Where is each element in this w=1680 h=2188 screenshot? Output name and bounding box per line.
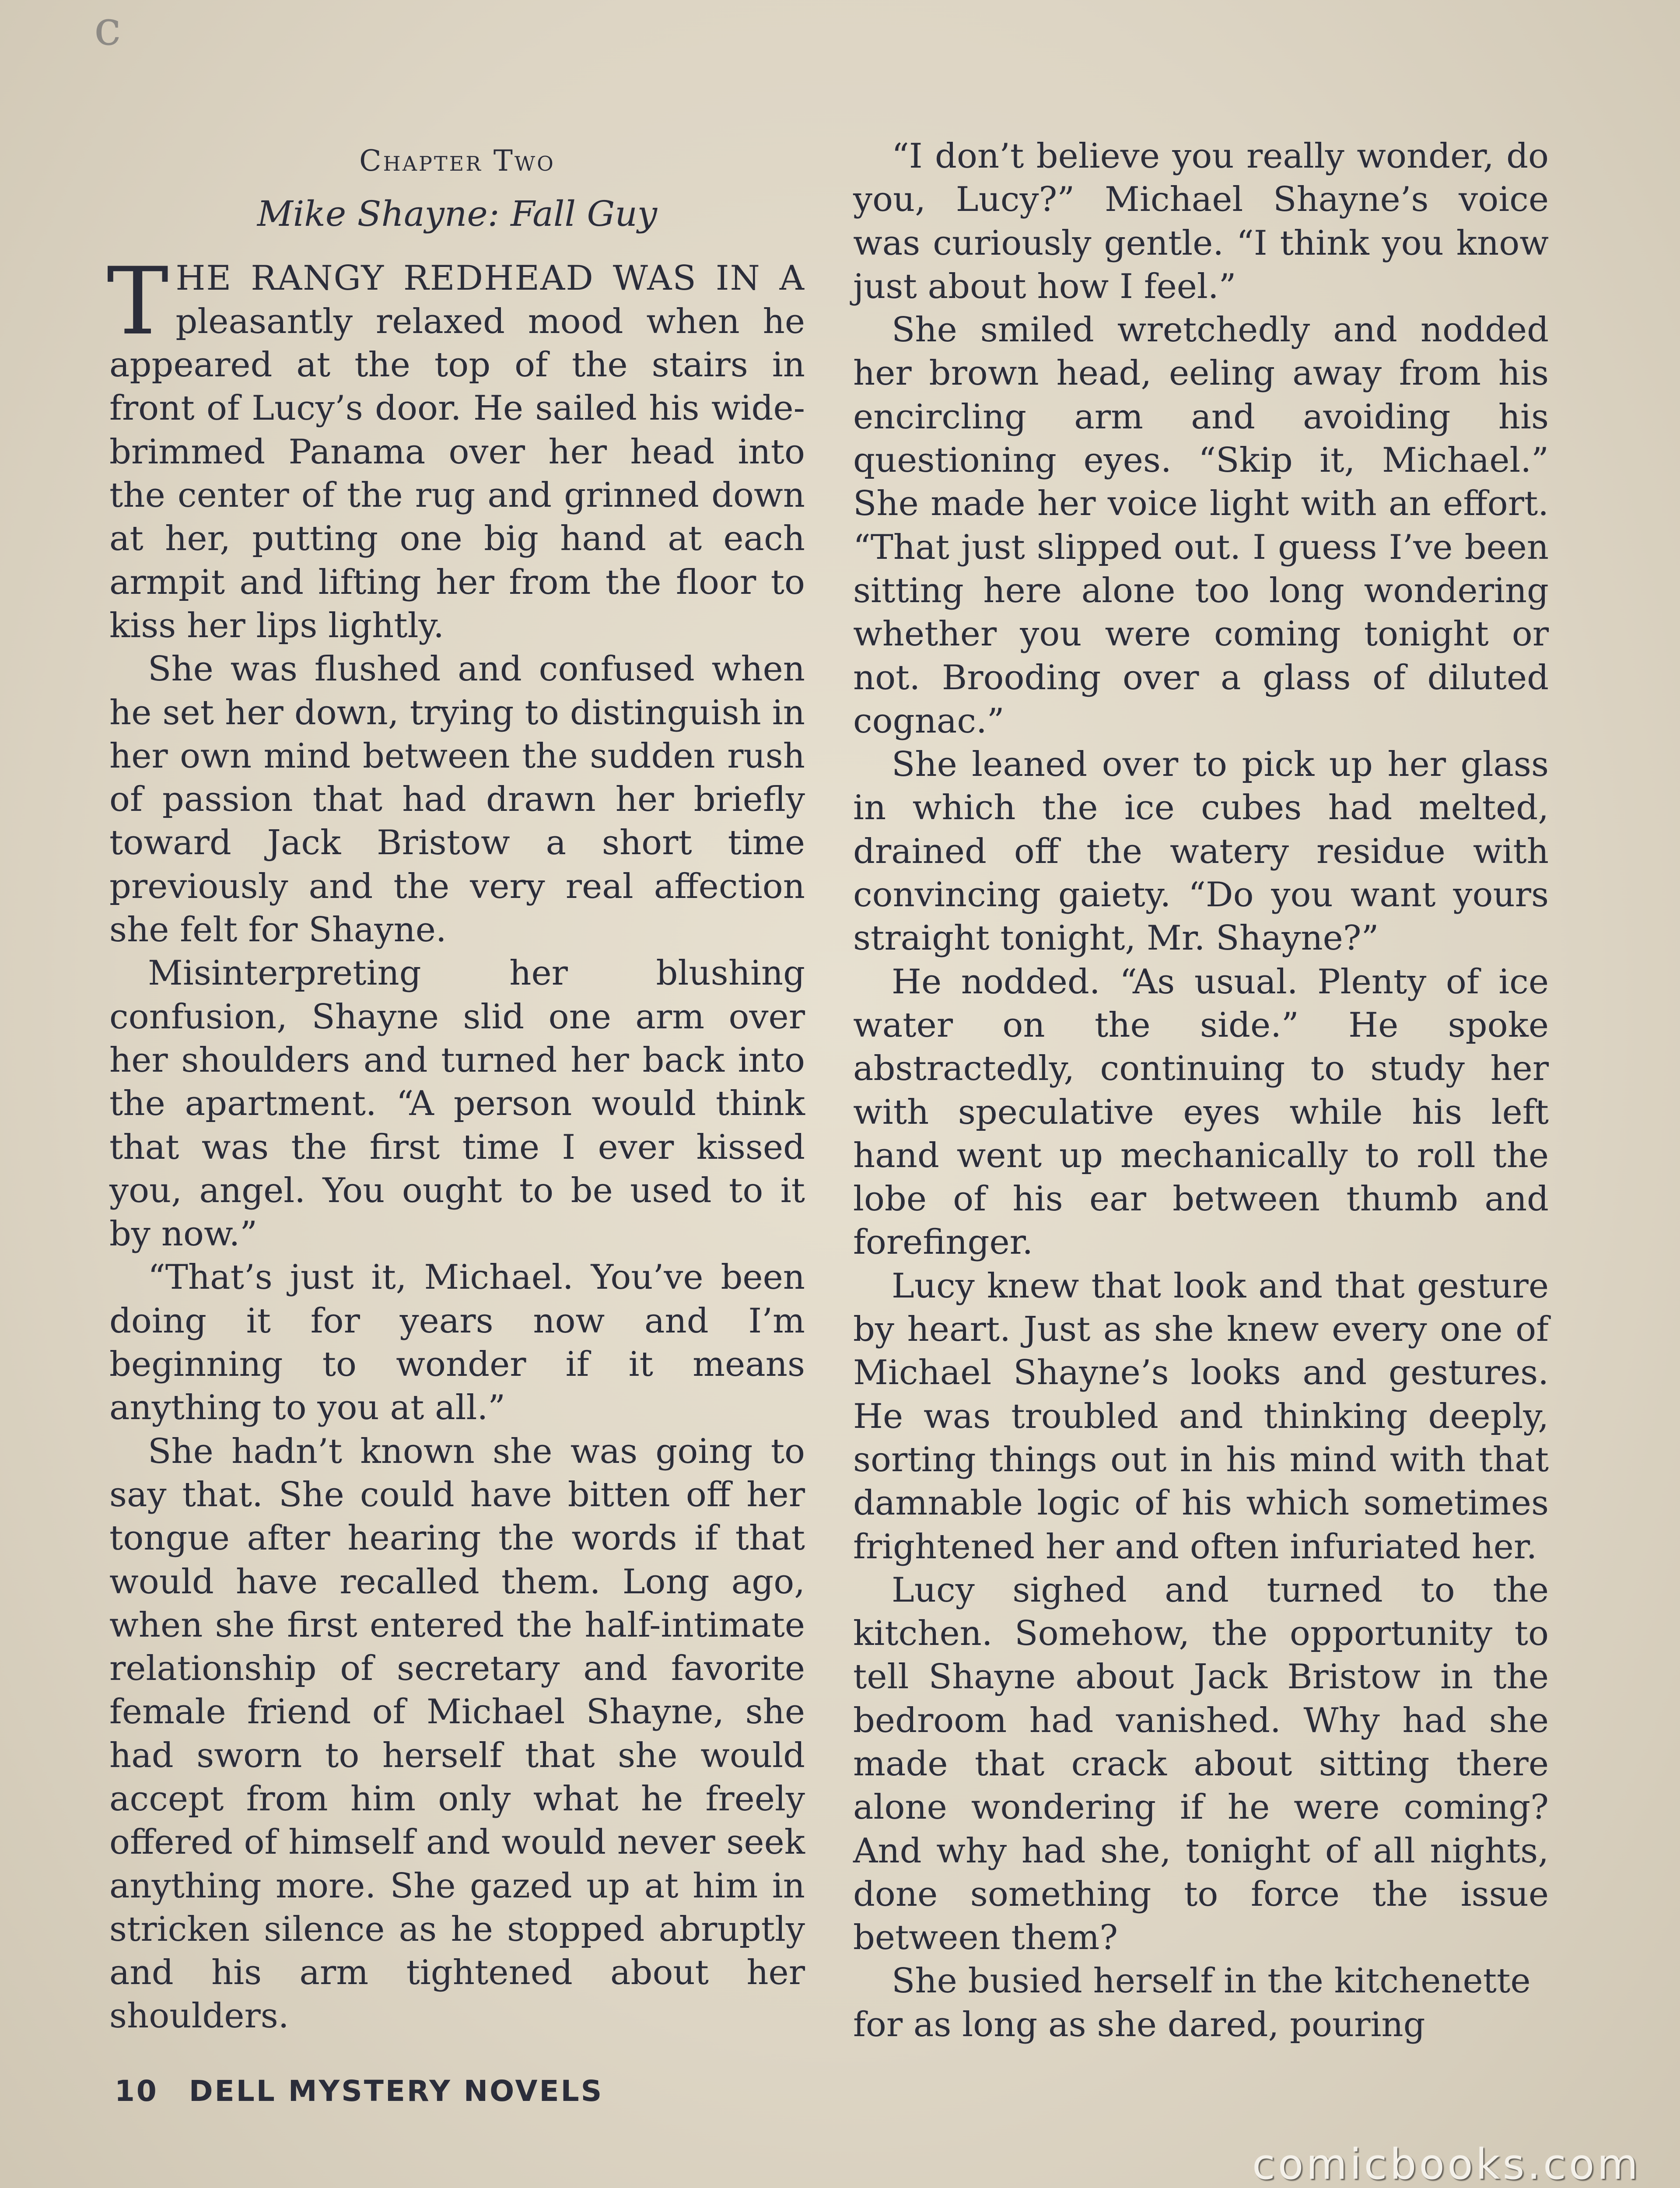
chapter-subtitle: Mike Shayne: Fall Guy — [257, 193, 658, 235]
paragraph: She smiled wretchedly and nodded her brown head, eeling away from his encircling arm and avoiding his questioning eyes. “Skip it, Michael.” She made her voice light with an effort. “That just slipped out. I guess I’ve been sitting here alone too long wondering whether you were coming tonight or not. Brooding over a glass of diluted cognac.” — [853, 310, 1549, 741]
paragraph: Misinterpreting her blushing confusion, Shayne slid one arm over her shoulders and turned her back into the apartment. “A person would think that was the first time I ever kissed you, angel. You ought to be used to it by now.” — [109, 954, 805, 1254]
page-footer — [115, 2074, 603, 2108]
publication-name: DELL MYSTERY NOVELS — [189, 2074, 604, 2108]
right-column — [853, 135, 1549, 2047]
paragraph: “I don’t believe you really wonder, do you, Lucy?” Michael Shayne’s voice was curiously gentle. “I think you know just about how I feel.” — [853, 137, 1549, 306]
site-watermark: comicbooks.com — [1252, 2140, 1641, 2188]
chapter-title: Chapter Two — [359, 144, 555, 178]
drop-cap: T — [107, 247, 169, 355]
page-number: 10 — [115, 2074, 158, 2108]
paragraph: She was flushed and confused when he set her down, trying to distinguish in her own mind between the sudden rush of passion that had drawn her briefly toward Jack Bristow a short time previously and the very real affection she felt for Shayne. — [109, 649, 805, 950]
opening-text: pleasantly relaxed mood when he appeared at the top of the stairs in front of Lucy’s door. He sailed his wide-brimmed Panama over her head into the center of the rug and grinned down at her, putting one big hand at each armpit and lifting her from the floor to kiss her lips lightly. — [109, 302, 805, 645]
paragraph: She hadn’t known she was going to say that. She could have bitten off her tongue after hearing the words if that would have recalled them. Long ago, when she first entered the half-intimate relationship of secretary and favorite female friend of Michael Shayne, she had sworn to herself that she would accept from him only what he freely offered of himself and would never seek anything more. She gazed up at him in stricken silence as he stopped abruptly and his arm tightened about her shoulders. — [109, 1431, 805, 2036]
paragraph: Lucy sighed and turned to the kitchen. Somehow, the opportunity to tell Shayne about Jack Bristow in the bedroom had vanished. Why had she made that crack about sitting there alone wondering if he were coming? And why had she, tonight of all nights, done something to force the issue between them? — [853, 1570, 1549, 1958]
paragraph: He nodded. “As usual. Plenty of ice water on the side.” He spoke abstractedly, continuing to study her with speculative eyes while his left hand went up mechanically to roll the lobe of his ear between thumb and forefinger. — [853, 962, 1549, 1262]
paragraph: She busied herself in the kitchenette for as long as she dared, pouring — [853, 1961, 1531, 2044]
opening-lead-caps: HE RANGY REDHEAD WAS IN A — [175, 258, 805, 298]
paragraph: Lucy knew that look and that gesture by heart. Just as she knew every one of Michael Shayne’s looks and gestures. He was troubled and thinking deeply, sorting things out in his mind with that damnable logic of his which sometimes frightened her and often infuriated her. — [853, 1266, 1549, 1567]
paragraph: “That’s just it, Michael. You’ve been doing it for years now and I’m beginning to wonder if it means anything to you at all.” — [109, 1258, 805, 1428]
opening-paragraph — [107, 247, 805, 648]
left-column — [109, 127, 805, 2038]
paragraph: She leaned over to pick up her glass in which the ice cubes had melted, drained off the watery residue with convincing gaiety. “Do you want yours straight tonight, Mr. Shayne?” — [853, 745, 1549, 958]
corner-pen-mark: c — [94, 0, 121, 56]
